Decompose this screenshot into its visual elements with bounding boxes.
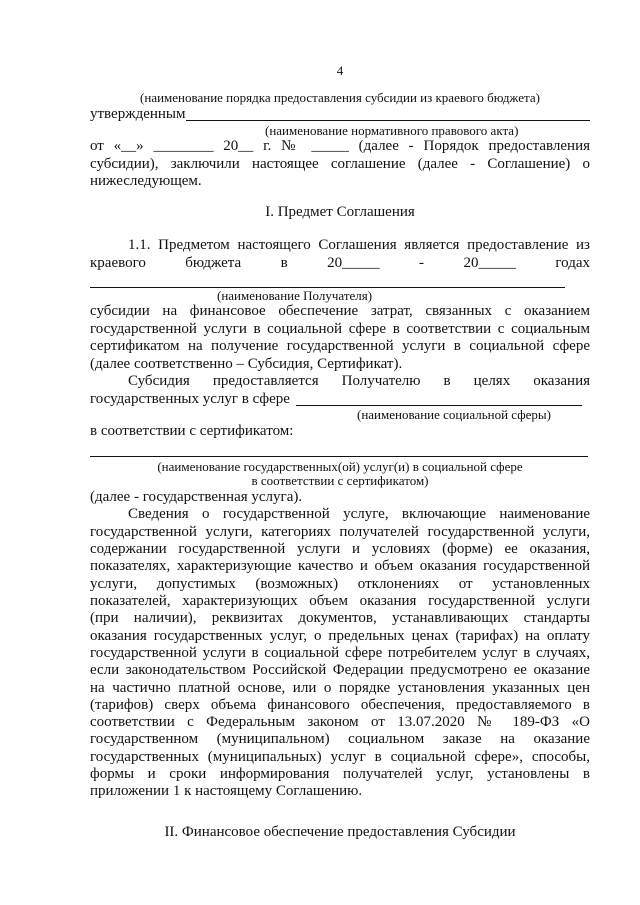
service-info-line: государственном (муниципальном) социальном заказе на оказание bbox=[90, 731, 590, 747]
subsidy-goal-line: Субсидия предоставляется Получателю в целях оказания bbox=[128, 373, 590, 389]
social-sphere-blank-line bbox=[296, 391, 582, 406]
service-info-line: государственной услуги в социальной сфере потребителем услуг в случаях, bbox=[90, 645, 590, 661]
service-info-line: показателей, характеризующих объем оказания государственной услуги bbox=[90, 593, 590, 609]
service-info-line: если законодательством Российской Федерации предусмотрено ее оказание bbox=[90, 662, 590, 678]
service-info-line: на частично платной основе, или о порядке установления указанных цен bbox=[90, 680, 590, 696]
intro-line: нижеследующем. bbox=[90, 173, 202, 189]
service-info-line: (при наличии), реквизитах документов, устанавливающих стандарты bbox=[90, 610, 590, 626]
caption-order-name: (наименование порядка предоставления субсидии из краевого бюджета) bbox=[140, 90, 540, 105]
section-1-title: I. Предмет Соглашения bbox=[265, 204, 415, 220]
service-note: (далее - государственная услуга). bbox=[90, 489, 303, 505]
subsidy-purpose-line: сертификатом на получение государственной услуги в социальной сфере bbox=[90, 338, 590, 354]
subsidy-goal-line: в соответствии с сертификатом: bbox=[90, 423, 294, 439]
approved-by-row bbox=[90, 106, 590, 123]
subsidy-goal-line: государственных услуг в сфере bbox=[90, 391, 290, 407]
subsidy-purpose-line: субсидии на финансовое обеспечение затрат, связанных с оказанием bbox=[90, 303, 590, 319]
service-info-line: приложении 1 к настоящему Соглашению. bbox=[90, 783, 363, 799]
service-info-line: услуги, допустимых (возможных) отклонениях от установленных bbox=[90, 576, 590, 592]
caption-act-name: (наименование нормативного правового акта) bbox=[265, 123, 519, 138]
subsidy-purpose-line: (далее соответственно – Субсидия, Сертификат). bbox=[90, 356, 403, 372]
caption-social-sphere-name: (наименование социальной сферы) bbox=[357, 407, 551, 422]
service-info-line: содержании государственной услуги и условиях (форме) ее оказания, bbox=[90, 541, 590, 557]
clause-1-1-line: 1.1. Предметом настоящего Соглашения является предоставление из bbox=[128, 237, 590, 253]
page-number: 4 bbox=[336, 63, 344, 78]
section-2-title: II. Финансовое обеспечение предоставления Субсидии bbox=[164, 824, 516, 840]
intro-line: субсидии), заключили настоящее соглашение (далее - Соглашение) о bbox=[90, 156, 590, 172]
service-info-line: оказания государственных услуг, о предельных ценах (тарифах) на оплату bbox=[90, 628, 590, 644]
caption-recipient-name: (наименование Получателя) bbox=[217, 288, 373, 303]
caption-service-name: в соответствии с сертификатом) bbox=[251, 473, 429, 488]
caption-service-name: (наименование государственных(ой) услуг(и) в социальной сфере bbox=[157, 459, 523, 474]
service-info-line: (тарифов) сверх объема финансового обеспечения, предоставляемого в bbox=[90, 697, 590, 713]
social-sphere-row bbox=[90, 391, 582, 408]
intro-line: от «__» ________ 20__ г. № _____ (далее - Порядок предоставления bbox=[90, 138, 590, 154]
service-info-line: соответствии с Федеральным законом от 13.07.2020 № 189-ФЗ «О bbox=[90, 714, 590, 730]
service-info-line: формы и сроки информирования получателей услуг, установлены в bbox=[90, 766, 590, 782]
service-info-line: государственных (муниципальных) услуг в социальной сфере», способы, bbox=[90, 749, 590, 765]
service-info-line: государственной услуги, категориях получателей государственной услуги, bbox=[90, 524, 590, 540]
clause-1-1-line: краевого бюджета в 20_____ - 20_____ годах bbox=[90, 255, 590, 271]
subsidy-purpose-line: государственной услуги в социальной сфере в соответствии с социальным bbox=[90, 321, 590, 337]
service-name-blank-line bbox=[90, 456, 588, 457]
approved-by-blank-line bbox=[186, 106, 591, 121]
service-info-line: Сведения о государственной услуге, включающие наименование bbox=[128, 506, 590, 522]
approved-by-label: утвержденным bbox=[90, 106, 186, 122]
service-info-line: показателях, характеризующие качество и объем оказания государственной bbox=[90, 558, 590, 574]
